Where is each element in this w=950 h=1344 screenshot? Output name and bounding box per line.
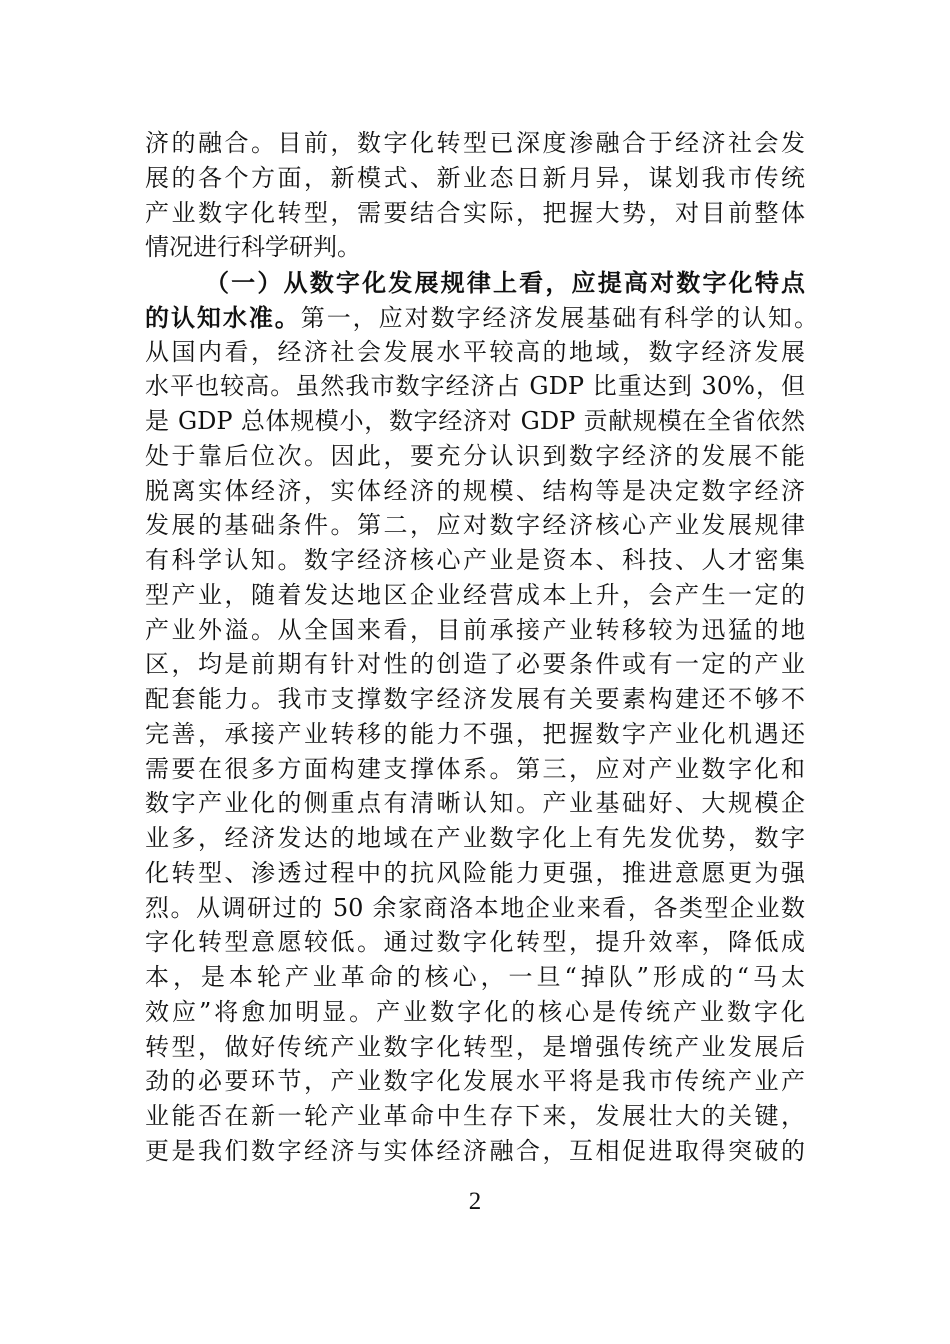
- text-line: [145, 682, 805, 717]
- line-text: 发展的基础条件。第二，应对数字经济核心产业发展规律: [145, 511, 805, 540]
- line-text: 劲的必要环节，产业数字化发展水平将是我市传统产业产: [145, 1067, 805, 1096]
- line-text: 区，均是前期有针对性的创造了必要条件或有一定的产业: [145, 650, 805, 679]
- line-text: 脱离实体经济，实体经济的规模、结构等是决定数字经济: [145, 476, 805, 505]
- text-line: [145, 578, 805, 613]
- line-text: 数字产业化的侧重点有清晰认知。产业基础好、大规模企: [145, 789, 805, 818]
- text-line: [145, 1064, 805, 1099]
- bold-heading-text: 的认知水准。: [145, 302, 301, 332]
- line-text: 业能否在新一轮产业革命中生存下来，发展壮大的关键，: [145, 1102, 805, 1130]
- text-line: [145, 1099, 805, 1134]
- text-line: [145, 891, 805, 926]
- line-text: 本，是本轮产业革命的核心，一旦“掉队”形成的“马太: [145, 963, 805, 991]
- text-line: [145, 752, 805, 787]
- line-text: 情况进行科学研判。: [145, 233, 361, 262]
- text-line: [145, 404, 805, 439]
- line-text: 产业外溢。从全国来看，目前承接产业转移较为迅猛的地: [145, 615, 805, 644]
- line-text: 更是我们数字经济与实体经济融合，互相促进取得突破的: [145, 1136, 805, 1165]
- line-text: 型产业，随着发达地区企业经营成本上升，会产生一定的: [145, 580, 805, 609]
- line-text: 化转型、渗透过程中的抗风险能力更强，推进意愿更为强: [145, 858, 805, 887]
- line-text: 从国内看，经济社会发展水平较高的地域，数字经济发展: [145, 337, 805, 366]
- text-line: [145, 856, 805, 891]
- text-line: [145, 1134, 805, 1169]
- text-line: [145, 995, 805, 1030]
- text-line: [145, 230, 805, 265]
- text-line: [145, 161, 805, 196]
- text-line: [145, 543, 805, 578]
- text-line: [145, 439, 805, 474]
- text-line: [145, 786, 805, 821]
- text-line: [145, 196, 805, 231]
- text-line: [145, 960, 805, 995]
- line-text: 字化转型意愿较低。通过数字化转型，提升效率，降低成: [145, 928, 805, 957]
- line-text: 济的融合。目前，数字化转型已深度渗融合于经济社会发: [145, 129, 805, 157]
- text-line: [145, 1030, 805, 1065]
- page-number: 2: [468, 1188, 482, 1215]
- text-line: [145, 925, 805, 960]
- line-text: 产业数字化转型，需要结合实际，把握大势，对目前整体: [145, 198, 805, 227]
- line-text: 配套能力。我市支撑数字经济发展有关要素构建还不够不: [145, 685, 805, 713]
- line-text: 处于靠后位次。因此，要充分认识到数字经济的发展不能: [145, 441, 805, 470]
- text-line: [145, 821, 805, 856]
- bold-heading-text: （一）从数字化发展规律上看，应提高对数字化特点: [205, 268, 805, 297]
- text-line: [205, 265, 805, 300]
- line-text: 有科学认知。数字经济核心产业是资本、科技、人才密集: [145, 546, 805, 574]
- line-text: 展的各个方面，新模式、新业态日新月异，谋划我市传统: [145, 163, 805, 192]
- text-line: [145, 474, 805, 509]
- line-text: 需要在很多方面构建支撑体系。第三，应对产业数字化和: [145, 754, 805, 783]
- text-line: [145, 647, 805, 682]
- text-line: [145, 335, 805, 370]
- text-line: [145, 369, 805, 404]
- line-text: 水平也较高。虽然我市数字经济占 GDP 比重达到 30%，但: [145, 372, 805, 401]
- text-line: [145, 717, 805, 752]
- line-text: 业多，经济发达的地域在产业数字化上有先发优势，数字: [145, 824, 805, 852]
- line-text: 是 GDP 总体规模小，数字经济对 GDP 贡献规模在全省依然: [145, 407, 805, 435]
- line-text: 烈。从调研过的 50 余家商洛本地企业来看，各类型企业数: [145, 893, 805, 922]
- line-text: 效应”将愈加明显。产业数字化的核心是传统产业数字化: [145, 997, 805, 1026]
- line-text: 转型，做好传统产业数字化转型，是增强传统产业发展后: [145, 1032, 805, 1061]
- line-text: 完善，承接产业转移的能力不强，把握数字产业化机遇还: [145, 719, 805, 748]
- text-line: [145, 613, 805, 648]
- text-line: [145, 508, 805, 543]
- text-line: [145, 300, 818, 335]
- line-text: 第一，应对数字经济发展基础有科学的认知。: [300, 303, 819, 332]
- text-line: [145, 126, 805, 161]
